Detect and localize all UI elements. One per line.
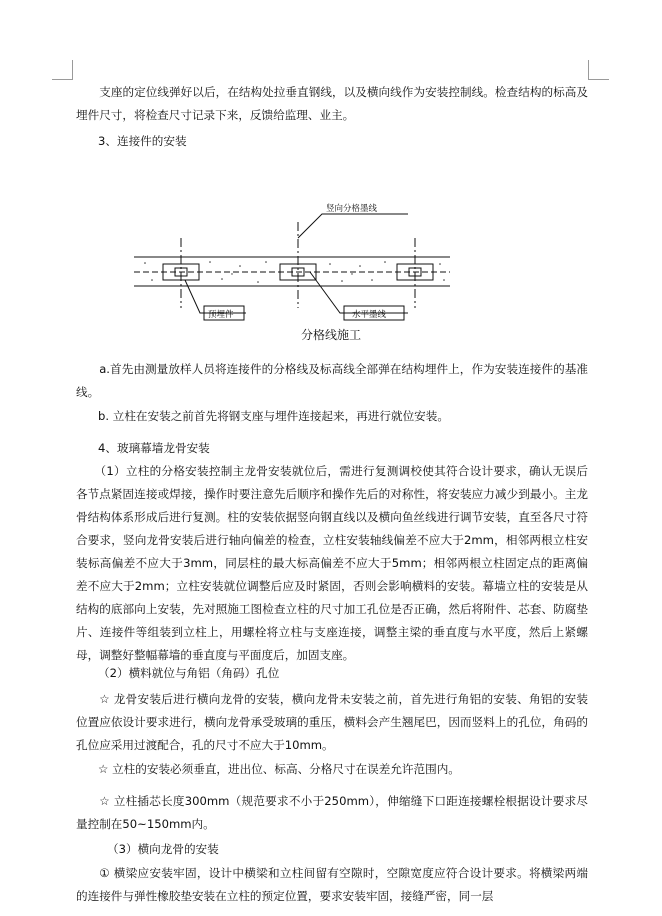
heading-connector-install: 3、连接件的安装 xyxy=(98,134,187,148)
paragraph-a: a.首先由测量放样人员将连接件的分格线及标高线全部弹在结构埋件上，作为安装连接件的基准线。 xyxy=(76,362,588,399)
crop-mark-left-v xyxy=(72,60,73,80)
leader-vertical-label xyxy=(298,214,408,238)
heading-crossbar-holes: （2）横料就位与角铝（角码）孔位 xyxy=(98,666,280,680)
paragraph-column-install: （1）立柱的分格安装控制主龙骨安装就位后，需进行复测调校使其符合设计要求，确认无误后各节点紧固连接或焊接，操作时要注意先后顺序和操作先后的对称性，将安装应力减少到最小。主龙骨结构体系形成后进行复测。柱的安装依据竖向钢直线以及横向鱼丝线进行调节安装，直至各尺寸符合要求，竖向龙骨安装后进行轴向偏差的检查，立柱安装轴线偏差不应大于2mm，相邻两根立柱安装标高偏差不应大于3mm，同层柱的最大标高偏差不应大于5mm；相邻两根立柱固定点的距离偏差不应大于2mm；立柱安装就位调整后应及时紧固，否则会影响横料的安装。幕墙立柱的安装是从结构的底部向上安装，先对照施工图检查立柱的尺寸加工孔位是否正确，然后将附件、芯套、防腐垫片、连接件等组装到立柱上，用螺栓将立柱与支座连接，调整主梁的垂直度与水平度，然后上紧螺母，调整好整幅幕墙的垂直度与平面度后，加固支座。 xyxy=(76,464,588,662)
figure-caption: 分格线施工 xyxy=(300,328,361,342)
crop-mark-right-v xyxy=(588,60,589,80)
heading-transverse-keel: （3）横向龙骨的安装 xyxy=(107,842,219,856)
paragraph-star-1: ☆ 龙骨安装后进行横向龙骨的安装，横向龙骨未安装之前，首先进行角铝的安装、角铝的安装位置应依设计要求进行，横向龙骨承受玻璃的重压，横料会产生翘尾巴，因而竖料上的孔位，角码的孔位应采用过渡配合，孔的尺寸不应大于10mm。 xyxy=(76,692,588,752)
leader-horizontal-label xyxy=(310,272,408,313)
paragraph-crossbar-1: ① 横梁应安装牢固，设计中横梁和立柱间留有空隙时，空隙宽度应符合设计要求。将横梁两端的连接件与弹性橡胶垫安装在立柱的预定位置，要求安装牢固，接缝严密，同一层 xyxy=(76,866,588,903)
crop-mark-left-h xyxy=(52,79,73,80)
heading-glass-curtain-keel: 4、玻璃幕墙龙骨安装 xyxy=(98,441,210,455)
paragraph-star-3: ☆ 立柱插芯长度300mm（规范要求不小于250mm），伸缩缝下口距连接螺栓根据设计要求尽量控制在50~150mm内。 xyxy=(76,794,588,831)
label-horizontal: 水平墨线 xyxy=(352,310,387,320)
grid-line-diagram xyxy=(0,200,662,330)
label-embed: 预埋件 xyxy=(208,310,234,320)
paragraph-star-2: ☆ 立柱的安装必须垂直，进出位、标高、分格尺寸在误差允许范围内。 xyxy=(98,762,460,776)
paragraph-b: b. 立柱在安装之前首先将钢支座与埋件连接起来，再进行就位安装。 xyxy=(98,409,449,423)
crop-mark-right-h xyxy=(588,79,609,80)
leader-embed-label xyxy=(185,280,246,313)
paragraph-intro: 支座的定位线弹好以后，在结构处拉垂直钢线，以及横向线作为安装控制线。检查结构的标高及埋件尺寸，将检查尺寸记录下来，反馈给监理、业主。 xyxy=(76,85,588,122)
label-vertical-grid: 竖向分格墨线 xyxy=(326,204,378,214)
